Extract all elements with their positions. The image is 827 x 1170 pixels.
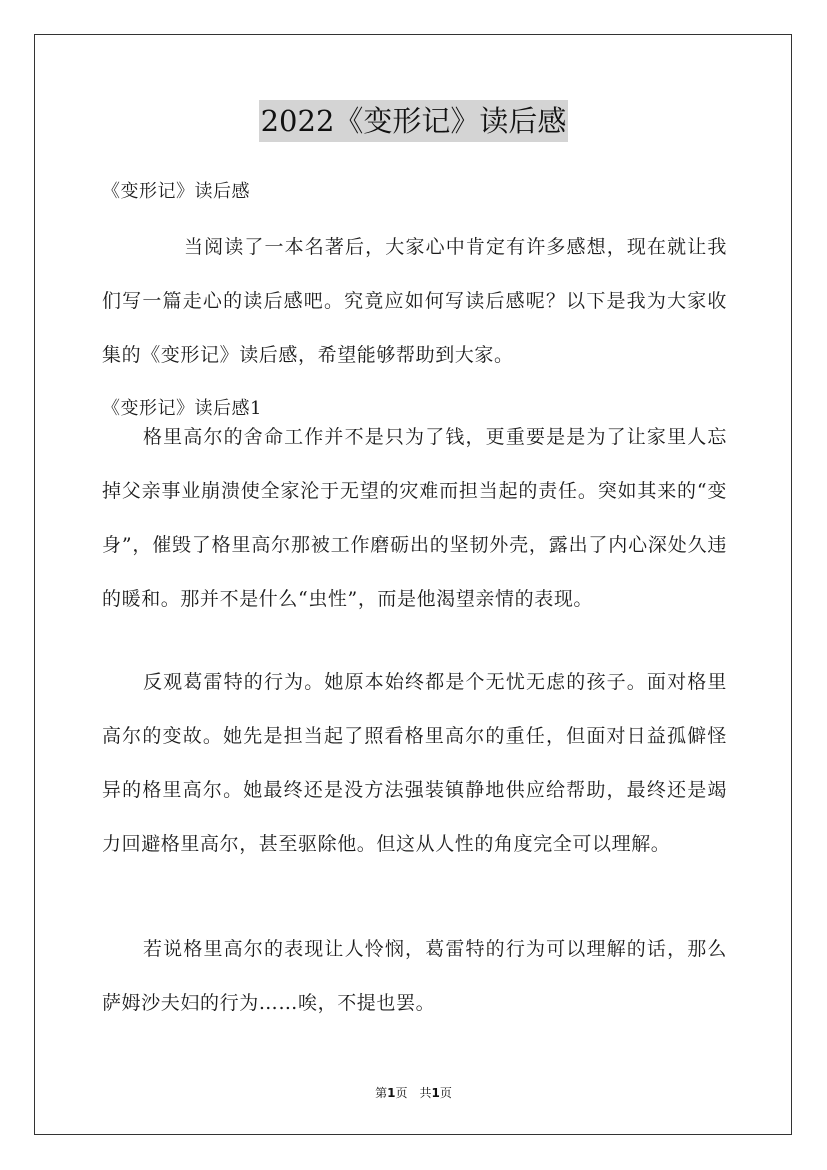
- intro-paragraph: 当阅读了一本名著后，大家心中肯定有许多感想，现在就让我们写一篇走心的读后感吧。究竟应如何写读后感呢？以下是我为大家收集的《变形记》读后感，希望能够帮助到大家。: [102, 236, 727, 366]
- subtitle-1-block: [102, 177, 727, 207]
- section-subtitle: 《变形记》读后感1: [102, 398, 262, 419]
- body-paragraph: 格里高尔的舍命工作并不是只为了钱，更重要是是为了让家里人忘掉父亲事业崩溃使全家沦于无望的灾难而担当起的责任。突如其来的“变身”，催毁了格里高尔那被工作磨砺出的坚韧外壳，露出了内心深处久违的暖和。那并不是什么“虫性”，而是他渴望亲情的表现。: [102, 426, 727, 610]
- title-container: [0, 100, 827, 142]
- footer-label: 第: [375, 1086, 388, 1100]
- body-paragraph: 反观葛雷特的行为。她原本始终都是个无忧无虑的孩子。面对格里高尔的变故。她先是担当起了照看格里高尔的重任，但面对日益孤僻怪异的格里高尔。她最终还是没方法强装镇静地供应给帮助，最终还是竭力回避格里高尔，甚至驱除他。但这从人性的角度完全可以理解。: [102, 671, 727, 855]
- body-2-block: [102, 655, 727, 871]
- footer-page-current: 1: [387, 1086, 396, 1100]
- intro-block: [102, 220, 727, 382]
- document-title: 2022《变形记》读后感: [259, 100, 569, 142]
- page-footer: [0, 1084, 827, 1101]
- section-subtitle: 《变形记》读后感: [102, 181, 250, 202]
- body-paragraph: 若说格里高尔的表现让人怜悯，葛雷特的行为可以理解的话，那么萨姆沙夫妇的行为……唉，不提也罢。: [102, 938, 727, 1014]
- body-1-block: [102, 410, 727, 626]
- footer-page-total: 1: [431, 1086, 440, 1100]
- body-3-block: [102, 922, 727, 1030]
- footer-label: 页: [439, 1086, 452, 1100]
- footer-label: 页 共: [395, 1086, 432, 1100]
